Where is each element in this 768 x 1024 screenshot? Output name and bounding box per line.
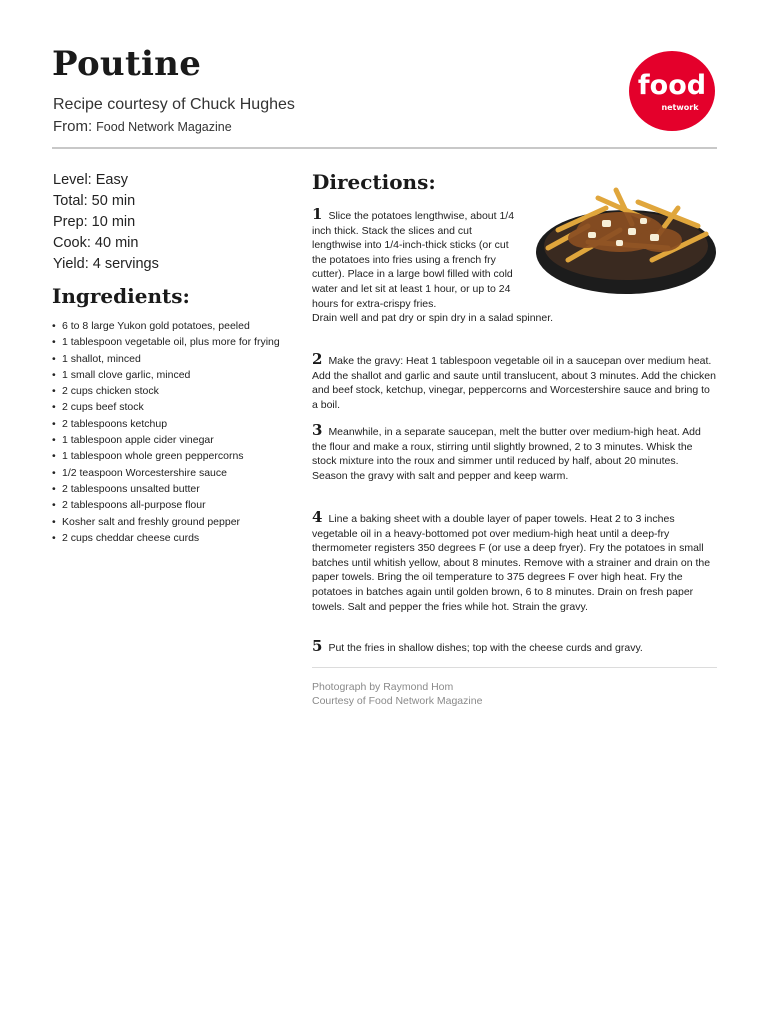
ingredient-item: • 2 tablespoons unsalted butter [52,482,292,498]
ingredient-item: • 1 tablespoon apple cider vinegar [52,433,292,449]
ingredients-list [52,319,292,547]
food-network-logo [628,50,716,132]
direction-step-2 [312,352,717,412]
ingredients-heading: Ingredients: [52,284,190,308]
credits-divider [312,667,717,668]
header-divider [52,147,717,149]
poutine-photo [528,168,718,303]
ingredient-item: • 2 tablespoons all-purpose flour [52,498,292,514]
direction-step-1 [312,205,554,326]
step-text: Meanwhile, in a separate saucepan, melt the butter over medium-high heat. Add the flour and make a roux, stirring until slightly browned, 2 to 3 minutes. Whisk the stock mixture into the roux and simmer until reduced by half, about 20 minutes. Season the gravy with salt and pepper and keep warm. [312,426,701,482]
recipe-title: Poutine [52,44,202,84]
ingredient-item: • 1/2 teaspoon Worcestershire sauce [52,466,292,482]
ingredient-item: • 2 tablespoons ketchup [52,417,292,433]
from-source: Food Network Magazine [96,120,232,134]
step-text: Slice the potatoes lengthwise, about 1/4 inch thick. Stack the slices and cut lengthwise into 1/4-inch-thick sticks (or cut the potatoes into fries using a french fry cutter). Place in a large bowl filled with cold water and let sit at least 1 hour, or up to 24 hours for extra-crispy fries. [312,210,515,310]
step-text: Put the fries in shallow dishes; top with the cheese curds and gravy. [328,642,643,654]
ingredient-item: • 1 small clove garlic, minced [52,368,292,384]
step-text: Make the gravy: Heat 1 tablespoon vegetable oil in a saucepan over medium heat. Add the shallot and garlic and saute until translucent, about 3 minutes. Add the chicken and beef stock, ketchup, vinegar, peppercorns and Worcestershire sauce and bring to a boil. [312,355,716,411]
recipe-meta [53,172,159,277]
meta-cook: Cook: 40 min [53,235,139,251]
meta-total: Total: 50 min [53,193,136,209]
logo-word: food [637,70,707,101]
ingredient-item: • 2 cups beef stock [52,400,292,416]
step-text: Line a baking sheet with a double layer of paper towels. Heat 2 to 3 inches vegetable oil in a heavy-bottomed pot over medium-high heat until a deep-fry thermometer registers 350 degrees F (or use a deep fryer). Fry the potatoes in small batches until whitish yellow, about 8 minutes. Remove with a strainer and drain on the paper towels. Bring the oil temperature to 375 degrees F over high heat. Fry the potatoes in batches again until golden brown, 6 to 8 minutes. Drain on fresh paper towels. Salt and pepper the fries while hot. Strain the gravy. [312,513,711,613]
step-number: 1 [312,205,323,223]
ingredient-item: • 1 tablespoon whole green peppercorns [52,449,292,465]
directions-heading: Directions: [312,170,436,194]
step-number: 2 [312,350,323,368]
step-text-continued: Drain well and pat dry or spin dry in a salad spinner. [312,312,554,325]
courtesy-credit: Courtesy of Food Network Magazine [312,695,483,707]
step-number: 3 [312,421,323,439]
ingredient-item: • 1 tablespoon vegetable oil, plus more for frying [52,335,292,351]
ingredient-item: • 1 shallot, minced [52,352,292,368]
logo-subword: network [661,103,699,112]
photo-credit: Photograph by Raymond Hom [312,681,454,693]
direction-step-5 [312,639,717,656]
meta-yield: Yield: 4 servings [53,256,159,272]
recipe-courtesy: Recipe courtesy of Chuck Hughes [53,96,295,113]
direction-step-4 [312,510,717,614]
step-number: 4 [312,508,323,526]
step-number: 5 [312,637,323,655]
meta-level: Level: Easy [53,172,128,188]
ingredient-item: • 2 cups chicken stock [52,384,292,400]
recipe-source [53,118,232,135]
ingredient-item: • 6 to 8 large Yukon gold potatoes, peeled [52,319,292,335]
from-label: From: [53,118,93,135]
meta-prep: Prep: 10 min [53,214,136,230]
ingredient-item: • Kosher salt and freshly ground pepper [52,515,292,531]
direction-step-3 [312,423,717,483]
ingredient-item: • 2 cups cheddar cheese curds [52,531,292,547]
